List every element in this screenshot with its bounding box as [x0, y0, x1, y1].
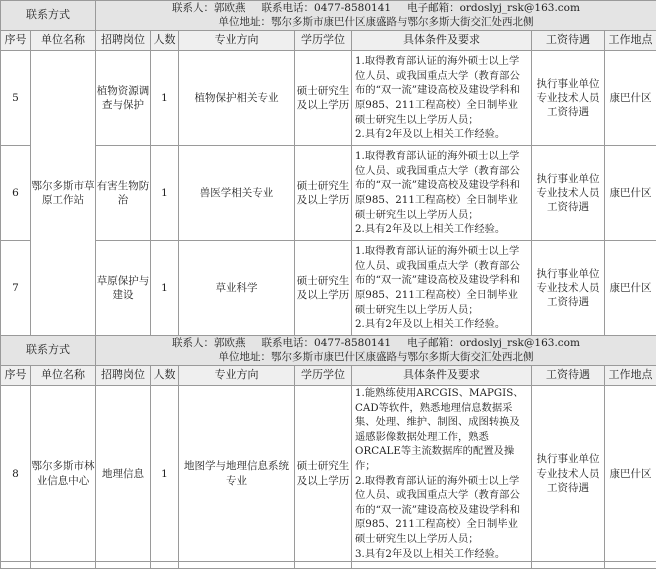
row-number: 7 — [1, 241, 31, 336]
degree: 硕士研究生及以上学历 — [295, 386, 352, 562]
row-number: 6 — [1, 146, 31, 241]
contact-email: 电子邮箱：ordoslyj_rsk@163.com — [407, 2, 580, 15]
header-cell: 招聘岗位 — [96, 31, 151, 51]
contact-info — [96, 336, 656, 366]
header-cell: 序号 — [1, 366, 31, 386]
degree: 硕士研究生及以上学历 — [295, 241, 352, 336]
contact-info — [96, 1, 656, 31]
header-cell: 专业方向 — [179, 366, 295, 386]
contact-person: 联系人：郭欧燕 — [172, 337, 246, 350]
head-count: 1 — [151, 51, 179, 146]
header-cell: 单位名称 — [31, 366, 96, 386]
contact-person: 联系人：郭欧燕 — [172, 2, 246, 15]
header-row — [1, 31, 656, 51]
contact-label: 联系方式 — [1, 336, 96, 366]
header-cell: 具体条件及要求 — [352, 31, 532, 51]
major: 兽医学相关专业 — [179, 146, 295, 241]
salary: 执行事业单位专业技术人员工资待遇 — [532, 386, 605, 562]
header-cell: 序号 — [1, 31, 31, 51]
post-name: 草原保护与建设 — [96, 241, 151, 336]
header-cell: 招聘岗位 — [96, 366, 151, 386]
row-number: 5 — [1, 51, 31, 146]
salary: 执行事业单位专业技术人员工资待遇 — [532, 146, 605, 241]
requirements — [352, 241, 532, 336]
requirement-item: 3.具有2年及以上相关工作经验。 — [355, 547, 528, 562]
header-cell: 专业方向 — [179, 31, 295, 51]
contact-email: 电子邮箱：ordoslyj_rsk@163.com — [407, 337, 580, 350]
contact-row — [1, 336, 656, 366]
degree: 硕士研究生及以上学历 — [295, 51, 352, 146]
contact-label: 联系方式 — [1, 1, 96, 31]
table-row — [1, 241, 656, 336]
major: 植物保护相关专业 — [179, 51, 295, 146]
head-count: 1 — [151, 241, 179, 336]
work-place: 康巴什区 — [605, 51, 656, 146]
requirement-item: 1.能熟练使用ARCGIS、MAPGIS、CAD等软件，熟悉地理信息数据采集、处理、维护、制图、成图转换及遥感影像数据处理工作，熟悉ORCALE等主流数据库的配置及操作； — [355, 386, 528, 474]
contact-phone: 联系电话：0477-8580141 — [262, 337, 392, 350]
header-cell: 工资待遇 — [532, 366, 605, 386]
post-name: 有害生物防治 — [96, 146, 151, 241]
table-continuation — [1, 562, 656, 569]
requirements — [352, 146, 532, 241]
requirements — [352, 386, 532, 562]
header-cell: 人数 — [151, 366, 179, 386]
post-name: 植物资源调查与保护 — [96, 51, 151, 146]
header-cell: 工作地点 — [605, 366, 656, 386]
header-cell: 工资待遇 — [532, 31, 605, 51]
requirement-item: 2.具有2年及以上相关工作经验。 — [355, 127, 528, 142]
major: 草业科学 — [179, 241, 295, 336]
header-cell: 单位名称 — [31, 31, 96, 51]
requirement-item: 1.取得教育部认证的海外硕士以上学位人员、或我国重点大学（教育部公布的“双一流”建设高校及建设学科和原985、211工程高校）全日制毕业硕士研究生以上学历人员； — [355, 244, 528, 317]
contact-address: 单位地址：鄂尔多斯市康巴什区康盛路与鄂尔多斯大街交汇处西北侧 — [96, 16, 656, 29]
requirements — [352, 51, 532, 146]
header-cell: 工作地点 — [605, 31, 656, 51]
degree: 硕士研究生及以上学历 — [295, 146, 352, 241]
row-number: 8 — [1, 386, 31, 562]
salary: 执行事业单位专业技术人员工资待遇 — [532, 241, 605, 336]
contact-address: 单位地址：鄂尔多斯市康巴什区康盛路与鄂尔多斯大街交汇处西北侧 — [96, 351, 656, 364]
work-place: 康巴什区 — [605, 241, 656, 336]
header-cell: 学历学位 — [295, 366, 352, 386]
requirement-item: 1.取得教育部认证的海外硕士以上学位人员、或我国重点大学（教育部公布的“双一流”建设高校及建设学科和原985、211工程高校）全日制毕业硕士研究生以上学历人员； — [355, 54, 528, 127]
table-row — [1, 51, 656, 146]
header-cell: 具体条件及要求 — [352, 366, 532, 386]
work-place: 康巴什区 — [605, 386, 656, 562]
contact-row — [1, 1, 656, 31]
table-row — [1, 386, 656, 562]
requirement-item: 2.具有2年及以上相关工作经验。 — [355, 222, 528, 237]
requirement-item: 2.取得教育部认证的海外硕士以上学位人员、或我国重点大学（教育部公布的“双一流”建设高校及建设学科和原985、211工程高校）全日制毕业硕士研究生以上学历人员； — [355, 474, 528, 547]
table-row — [1, 146, 656, 241]
unit-name: 鄂尔多斯市草原工作站 — [31, 51, 96, 336]
header-row — [1, 366, 656, 386]
requirement-item: 2.具有2年及以上相关工作经验。 — [355, 317, 528, 332]
header-cell: 学历学位 — [295, 31, 352, 51]
post-name: 地理信息 — [96, 386, 151, 562]
head-count: 1 — [151, 146, 179, 241]
requirement-item: 1.取得教育部认证的海外硕士以上学位人员、或我国重点大学（教育部公布的“双一流”建设高校及建设学科和原985、211工程高校）全日制毕业硕士研究生以上学历人员； — [355, 149, 528, 222]
major: 地图学与地理信息系统专业 — [179, 386, 295, 562]
work-place: 康巴什区 — [605, 146, 656, 241]
salary: 执行事业单位专业技术人员工资待遇 — [532, 51, 605, 146]
header-cell: 人数 — [151, 31, 179, 51]
unit-name: 鄂尔多斯市林业信息中心 — [31, 386, 96, 562]
contact-phone: 联系电话：0477-8580141 — [262, 2, 392, 15]
head-count: 1 — [151, 386, 179, 562]
